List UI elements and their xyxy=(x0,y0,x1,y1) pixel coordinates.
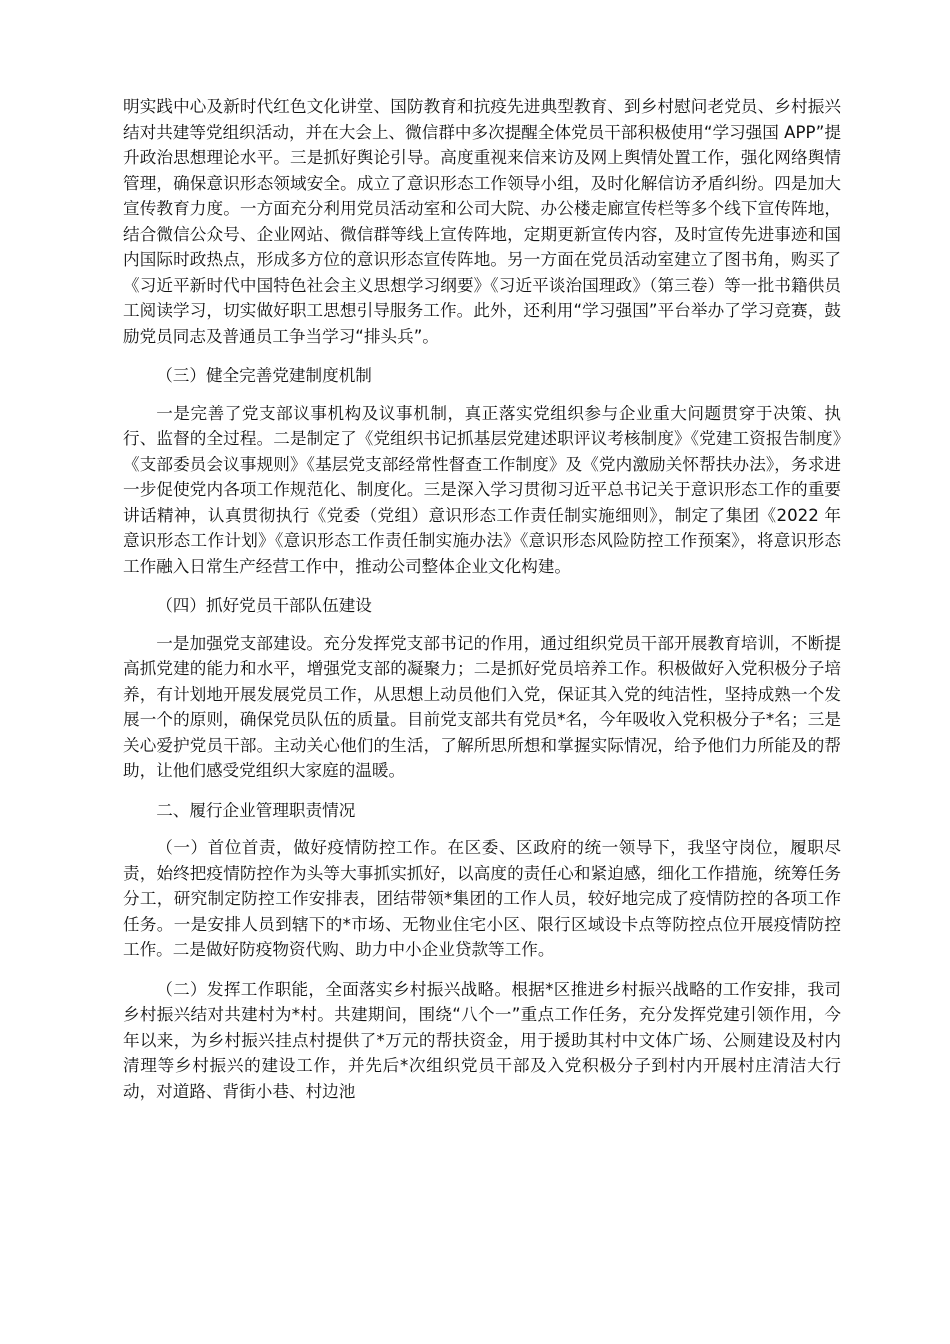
paragraph-ideology-work: 明实践中心及新时代红色文化讲堂、国防教育和抗疫先进典型教育、到乡村慰问老党员、乡村振兴结对共建等党组织活动，并在大会上、微信群中多次提醒全体党员干部积极使用“学习强国 APP”提升政治思想理论水平。三是抓好舆论引导。高度重视来信来访及网上舆情处置工作，强化网络舆情管理，确保意识形态领域安全。成立了意识形态工作领导小组，及时化解信访矛盾纠纷。四是加大宣传教育力度。一方面充分利用党员活动室和公司大院、办公楼走廊宣传栏等多个线下宣传阵地，结合微信公众号、企业网站、微信群等线上宣传阵地，定期更新宣传内容，及时宣传先进事迹和国内国际时政热点，形成多方位的意识形态宣传阵地。另一方面在党员活动室建立了图书角，购买了《习近平新时代中国特色社会主义思想学习纲要》《习近平谈治国理政》（第三卷）等一批书籍供员工阅读学习，切实做好职工思想引导服务工作。此外，还利用“学习强国”平台举办了学习竞赛，鼓励党员同志及普通员工争当学习“排头兵”。 xyxy=(123,97,841,346)
heading-cadre-team: （四）抓好党员干部队伍建设 xyxy=(156,596,372,615)
paragraph-epidemic-control: （一）首位首责，做好疫情防控工作。在区委、区政府的统一领导下，我坚守岗位，履职尽责，始终把疫情防控作为头等大事抓实抓好，以高度的责任心和紧迫感，细化工作措施，统筹任务分工，研究制定防控工作安排表，团结带领*集团的工作人员，较好地完成了疫情防控的各项工作任务。一是安排人员到辖下的*市场、无物业住宅小区、限行区域设卡点等防控点位开展疫情防控工作。二是做好防疫物资代购、助力中小企业贷款等工作。 xyxy=(123,838,841,959)
document-page xyxy=(123,94,841,1104)
paragraph-cadre-team: 一是加强党支部建设。充分发挥党支部书记的作用，通过组织党员干部开展教育培训，不断提高抓党建的能力和水平，增强党支部的凝聚力；二是抓好党员培养工作。积极做好入党积极分子培养，有计划地开展发展党员工作，从思想上动员他们入党，保证其入党的纯洁性，坚持成熟一个发展一个的原则，确保党员队伍的质量。目前党支部共有党员*名，今年吸收入党积极分子*名；三是关心爱护党员干部。主动关心他们的生活，了解所思所想和掌握实际情况，给予他们力所能及的帮助，让他们感受党组织大家庭的温暖。 xyxy=(123,633,841,780)
paragraph-rural-revitalization: （二）发挥工作职能，全面落实乡村振兴战略。根据*区推进乡村振兴战略的工作安排，我司乡村振兴结对共建村为*村。共建期间，围绕“八个一”重点工作任务，充分发挥党建引领作用，今年以来，为乡村振兴挂点村提供了*万元的帮扶资金，用于援助其村中文体广场、公厕建设及村内清理等乡村振兴的建设工作，并先后*次组织党员干部及入党积极分子到村内开展村庄清洁大行动，对道路、背街小巷、村边池 xyxy=(123,979,841,1101)
paragraph-party-system: 一是完善了党支部议事机构及议事机制，真正落实党组织参与企业重大问题贯穿于决策、执行、监督的全过程。二是制定了《党组织书记抓基层党建述职评议考核制度》《党建工资报告制度》《支部委员会议事规则》《基层党支部经常性督查工作制度》及《党内激励关怀帮扶办法》，务求进一步促使党内各项工作规范化、制度化。三是深入学习贯彻习近平总书记关于意识形态工作的重要讲话精神，认真贯彻执行《党委（党组）意识形态工作责任制实施细则》，制定了集团《2022 年意识形态工作计划》《意识形态工作责任制实施办法》《意识形态风险防控工作预案》，将意识形态工作融入日常生产经营工作中，推动公司整体企业文化构建。 xyxy=(123,403,841,576)
heading-management-duties: 二、履行企业管理职责情况 xyxy=(156,800,356,820)
heading-party-system: （三）健全完善党建制度机制 xyxy=(156,366,372,385)
